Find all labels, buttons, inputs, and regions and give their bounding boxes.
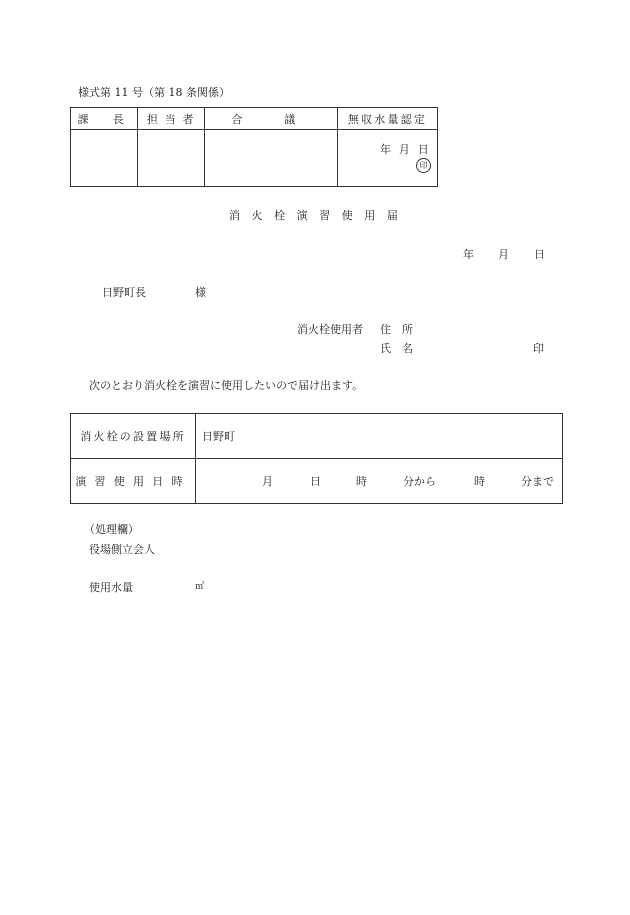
datetime-unit-month: 月 (262, 475, 273, 488)
approval-header-consult-label: 合 議 (231, 112, 311, 126)
approval-header-staff (138, 108, 205, 130)
datetime-unit-to-hour: 時 (474, 475, 485, 488)
datetime-unit-day: 日 (310, 475, 321, 488)
location-value-cell[interactable] (196, 414, 563, 459)
applicant-address-label: 住 所 (380, 323, 413, 336)
seal-icon: 印 (416, 158, 431, 173)
approval-box-chief[interactable] (71, 130, 138, 187)
approval-header-staff-label: 担 当 者 (146, 112, 196, 126)
datetime-unit-to-minute: 分まで (521, 475, 554, 488)
processing-witness-label: 役場側立会人 (89, 543, 155, 556)
approval-header-chief-label: 課 長 (77, 112, 131, 126)
approval-box-consult[interactable] (205, 130, 338, 187)
approval-box-staff[interactable] (138, 130, 205, 187)
approval-header-water-label: 無収水量認定 (347, 112, 428, 126)
addressee-honorific: 様 (195, 286, 206, 299)
location-value: 日野町 (202, 430, 235, 443)
approval-header-chief (71, 108, 138, 130)
details-table (70, 413, 563, 504)
processing-heading: （処理欄） (84, 523, 139, 536)
applicant-seal: 印 (533, 342, 544, 355)
approval-box-water[interactable] (338, 130, 438, 187)
applicant-role: 消火栓使用者 (297, 323, 363, 336)
submission-year: 年 (463, 248, 474, 261)
approval-header-consult (205, 108, 338, 130)
submission-day: 日 (534, 248, 545, 261)
approval-date: 年 月 日 (380, 143, 431, 156)
datetime-label-cell (71, 459, 196, 504)
datetime-value-cell[interactable] (196, 459, 563, 504)
datetime-unit-hour: 時 (356, 475, 367, 488)
datetime-unit-from-minute: 分から (403, 475, 436, 488)
datetime-label: 演習使用日時 (75, 475, 191, 488)
page-title: 消火栓演習使用届 (229, 209, 410, 222)
approval-table (70, 107, 438, 187)
approval-header-water (338, 108, 438, 130)
submission-month: 月 (498, 248, 509, 261)
location-label: 消火栓の設置場所 (80, 430, 186, 443)
location-label-cell (71, 414, 196, 459)
addressee-name: 日野町長 (102, 286, 146, 299)
processing-water-unit: ㎥ (195, 582, 205, 592)
processing-water-label: 使用水量 (89, 581, 133, 594)
form-number: 様式第 11 号（第 18 条関係） (78, 86, 230, 99)
applicant-name-label: 氏 名 (380, 342, 413, 355)
statement-text: 次のとおり消火栓を演習に使用したいので届け出ます。 (89, 379, 364, 392)
